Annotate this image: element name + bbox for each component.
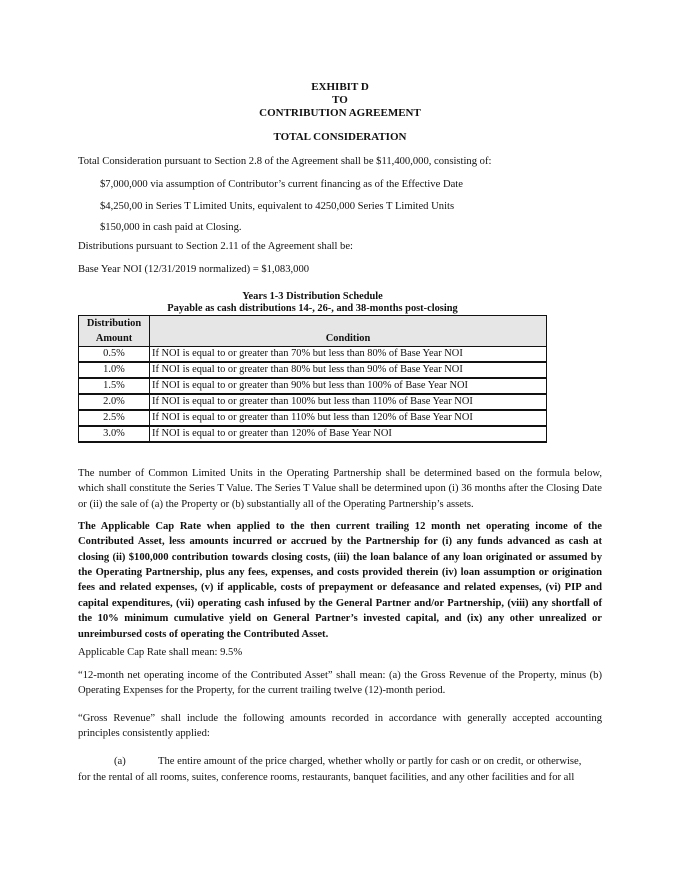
base-year-noi: Base Year NOI (12/31/2019 normalized) = $1,083,000 [78,264,310,275]
consideration-item-units: $4,250,00 in Series T Limited Units, equivalent to 4250,000 Series T Limited Units [100,201,455,212]
applicable-cap-rate: Applicable Cap Rate shall mean: 9.5% [78,647,243,658]
column-header-amount-line1: Distribution [79,316,150,332]
column-header-condition-spacer [150,316,547,332]
table-row [79,347,547,363]
schedule-title: Years 1-3 Distribution Schedule [242,291,383,302]
row-amount: 2.0% [79,394,150,410]
total-consideration-intro: Total Consideration pursuant to Section 2.8 of the Agreement shall be $11,400,000, consisting of: [78,156,492,167]
common-units-paragraph: The number of Common Limited Units in the Operating Partnership shall be determined based on the formula below, which shall constitute the Series T Value. The Series T Value shall be determined upon (i) 36 months after the Closing Date or (ii) the sale of (a) the Property or (b) substantially all of the Operating Partnership’s assets. [78,468,602,510]
noi-definition: “12-month net operating income of the Contributed Asset” shall mean: (a) the Gross Revenue of the Property, minus (b) Operating Expenses for the Property, for the current trailing twelve (12)-month period. [78,670,602,697]
row-condition: If NOI is equal to or greater than 120% of Base Year NOI [150,426,547,442]
row-amount: 1.0% [79,362,150,378]
row-amount: 2.5% [79,410,150,426]
gross-revenue-intro: “Gross Revenue” shall include the following amounts recorded in accordance with generally accepted accounting principles consistently applied: [78,713,602,740]
table-row [79,426,547,442]
table-row [79,394,547,410]
table-row [79,378,547,394]
row-amount: 3.0% [79,426,150,442]
item-a-label: (a) [114,756,126,767]
consideration-item-cash: $150,000 in cash paid at Closing. [100,222,242,233]
distribution-schedule-table [78,315,547,443]
table-row [79,410,547,426]
column-header-condition: Condition [150,331,547,347]
column-header-amount-line2: Amount [79,331,150,347]
row-condition: If NOI is equal to or greater than 110% but less than 120% of Base Year NOI [150,410,547,426]
exhibit-to: TO [332,94,348,106]
schedule-subtitle: Payable as cash distributions 14-, 26-, and 38-months post-closing [167,303,458,314]
distributions-intro: Distributions pursuant to Section 2.11 of the Agreement shall be: [78,241,354,252]
consideration-item-financing: $7,000,000 via assumption of Contributor’s current financing as of the Effective Date [100,179,463,190]
row-condition: If NOI is equal to or greater than 90% but less than 100% of Base Year NOI [150,378,547,394]
row-amount: 1.5% [79,378,150,394]
row-amount: 0.5% [79,347,150,363]
item-a-text-first-line: The entire amount of the price charged, whether wholly or partly for cash or on credit, or otherwise, [158,756,582,767]
exhibit-label: EXHIBIT D [311,81,369,93]
table-row [79,362,547,378]
section-title: TOTAL CONSIDERATION [273,131,407,143]
cap-rate-formula: The Applicable Cap Rate when applied to the then current trailing 12 month net operating income of the Contributed Asset, less amounts incurred or accrued by the Partnership for (i) any funds advanced as cash at closing (ii) $100,000 contribution towards closing costs, (iii) the loan balance of any loan originated or assumed by the Operating Partnership, plus any fees, expenses, and costs provided therein (iv) loan assumption or origination fees and related expenses, (v) if applicable, costs of prepayment or defeasance and related expenses, (vi) PIP and capital expenditures, (vii) operating cash infused by the General Partner and/or Partnership, (viii) any shortfall of the 10% minimum cumulative yield on General Partner’s invested capital, and (ix) any other unrealized or unreimbursed costs of operating the Contributed Asset. [78,521,602,640]
row-condition: If NOI is equal to or greater than 70% but less than 80% of Base Year NOI [150,347,547,363]
row-condition: If NOI is equal to or greater than 100% but less than 110% of Base Year NOI [150,394,547,410]
exhibit-agreement-title: CONTRIBUTION AGREEMENT [259,107,421,119]
item-a-text-continuation: for the rental of all rooms, suites, conference rooms, restaurants, banquet facilities, and any other facilities and for all [78,772,575,783]
row-condition: If NOI is equal to or greater than 80% but less than 90% of Base Year NOI [150,362,547,378]
